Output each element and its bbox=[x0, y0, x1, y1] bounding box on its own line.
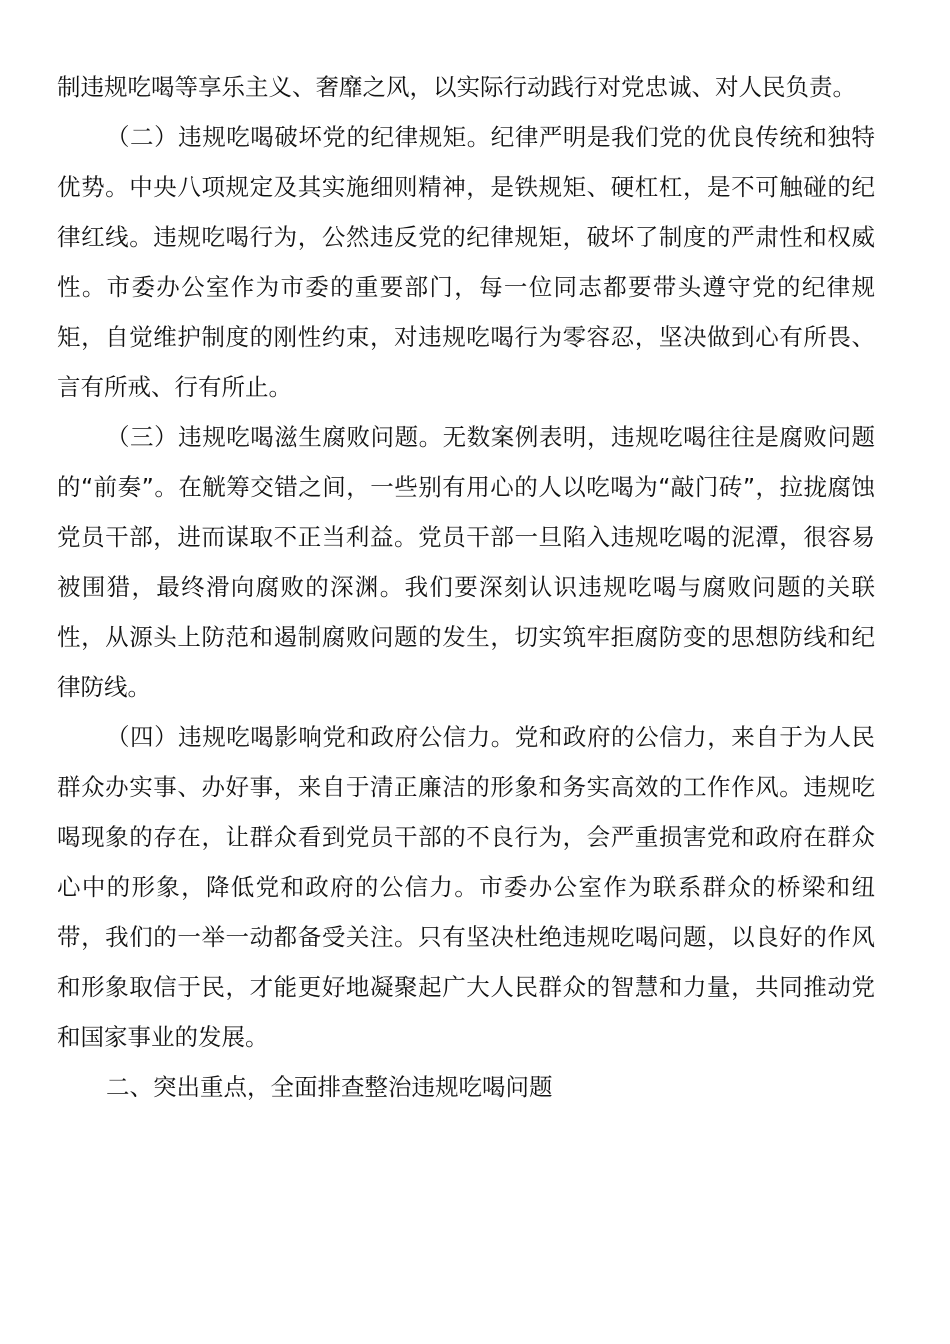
section-heading: 二、突出重点，全面排查整治违规吃喝问题 bbox=[106, 1073, 553, 1101]
paragraph-continuation: 制违规吃喝等享乐主义、奢靡之风，以实际行动践行对党忠诚、对人民负责。 bbox=[57, 73, 856, 101]
document-page bbox=[57, 62, 875, 1112]
paragraph-section-3: （三）违规吃喝滋生腐败问题。无数案例表明，违规吃喝往往是腐败问题的“前奏”。在觥筹交错之间，一些别有用心的人以吃喝为“敲门砖”，拉拢腐蚀党员干部，进而谋取不正当利益。党员干部一旦陷入违规吃喝的泥潭，很容易被围猎，最终滑向腐败的深渊。我们要深刻认识违规吃喝与腐败问题的关联性，从源头上防范和遏制腐败问题的发生，切实筑牢拒腐防变的思想防线和纪律防线。 bbox=[57, 423, 875, 701]
paragraph-section-4: （四）违规吃喝影响党和政府公信力。党和政府的公信力，来自于为人民群众办实事、办好事，来自于清正廉洁的形象和务实高效的工作作风。违规吃喝现象的存在，让群众看到党员干部的不良行为，会严重损害党和政府在群众心中的形象，降低党和政府的公信力。市委办公室作为联系群众的桥梁和纽带，我们的一举一动都备受关注。只有坚决杜绝违规吃喝问题，以良好的作风和形象取信于民，才能更好地凝聚起广大人民群众的智慧和力量，共同推动党和国家事业的发展。 bbox=[57, 723, 875, 1051]
paragraph-section-2: （二）违规吃喝破坏党的纪律规矩。纪律严明是我们党的优良传统和独特优势。中央八项规定及其实施细则精神，是铁规矩、硬杠杠，是不可触碰的纪律红线。违规吃喝行为，公然违反党的纪律规矩，破坏了制度的严肃性和权威性。市委办公室作为市委的重要部门，每一位同志都要带头遵守党的纪律规矩，自觉维护制度的刚性约束，对违规吃喝行为零容忍，坚决做到心有所畏、言有所戒、行有所止。 bbox=[57, 123, 875, 401]
